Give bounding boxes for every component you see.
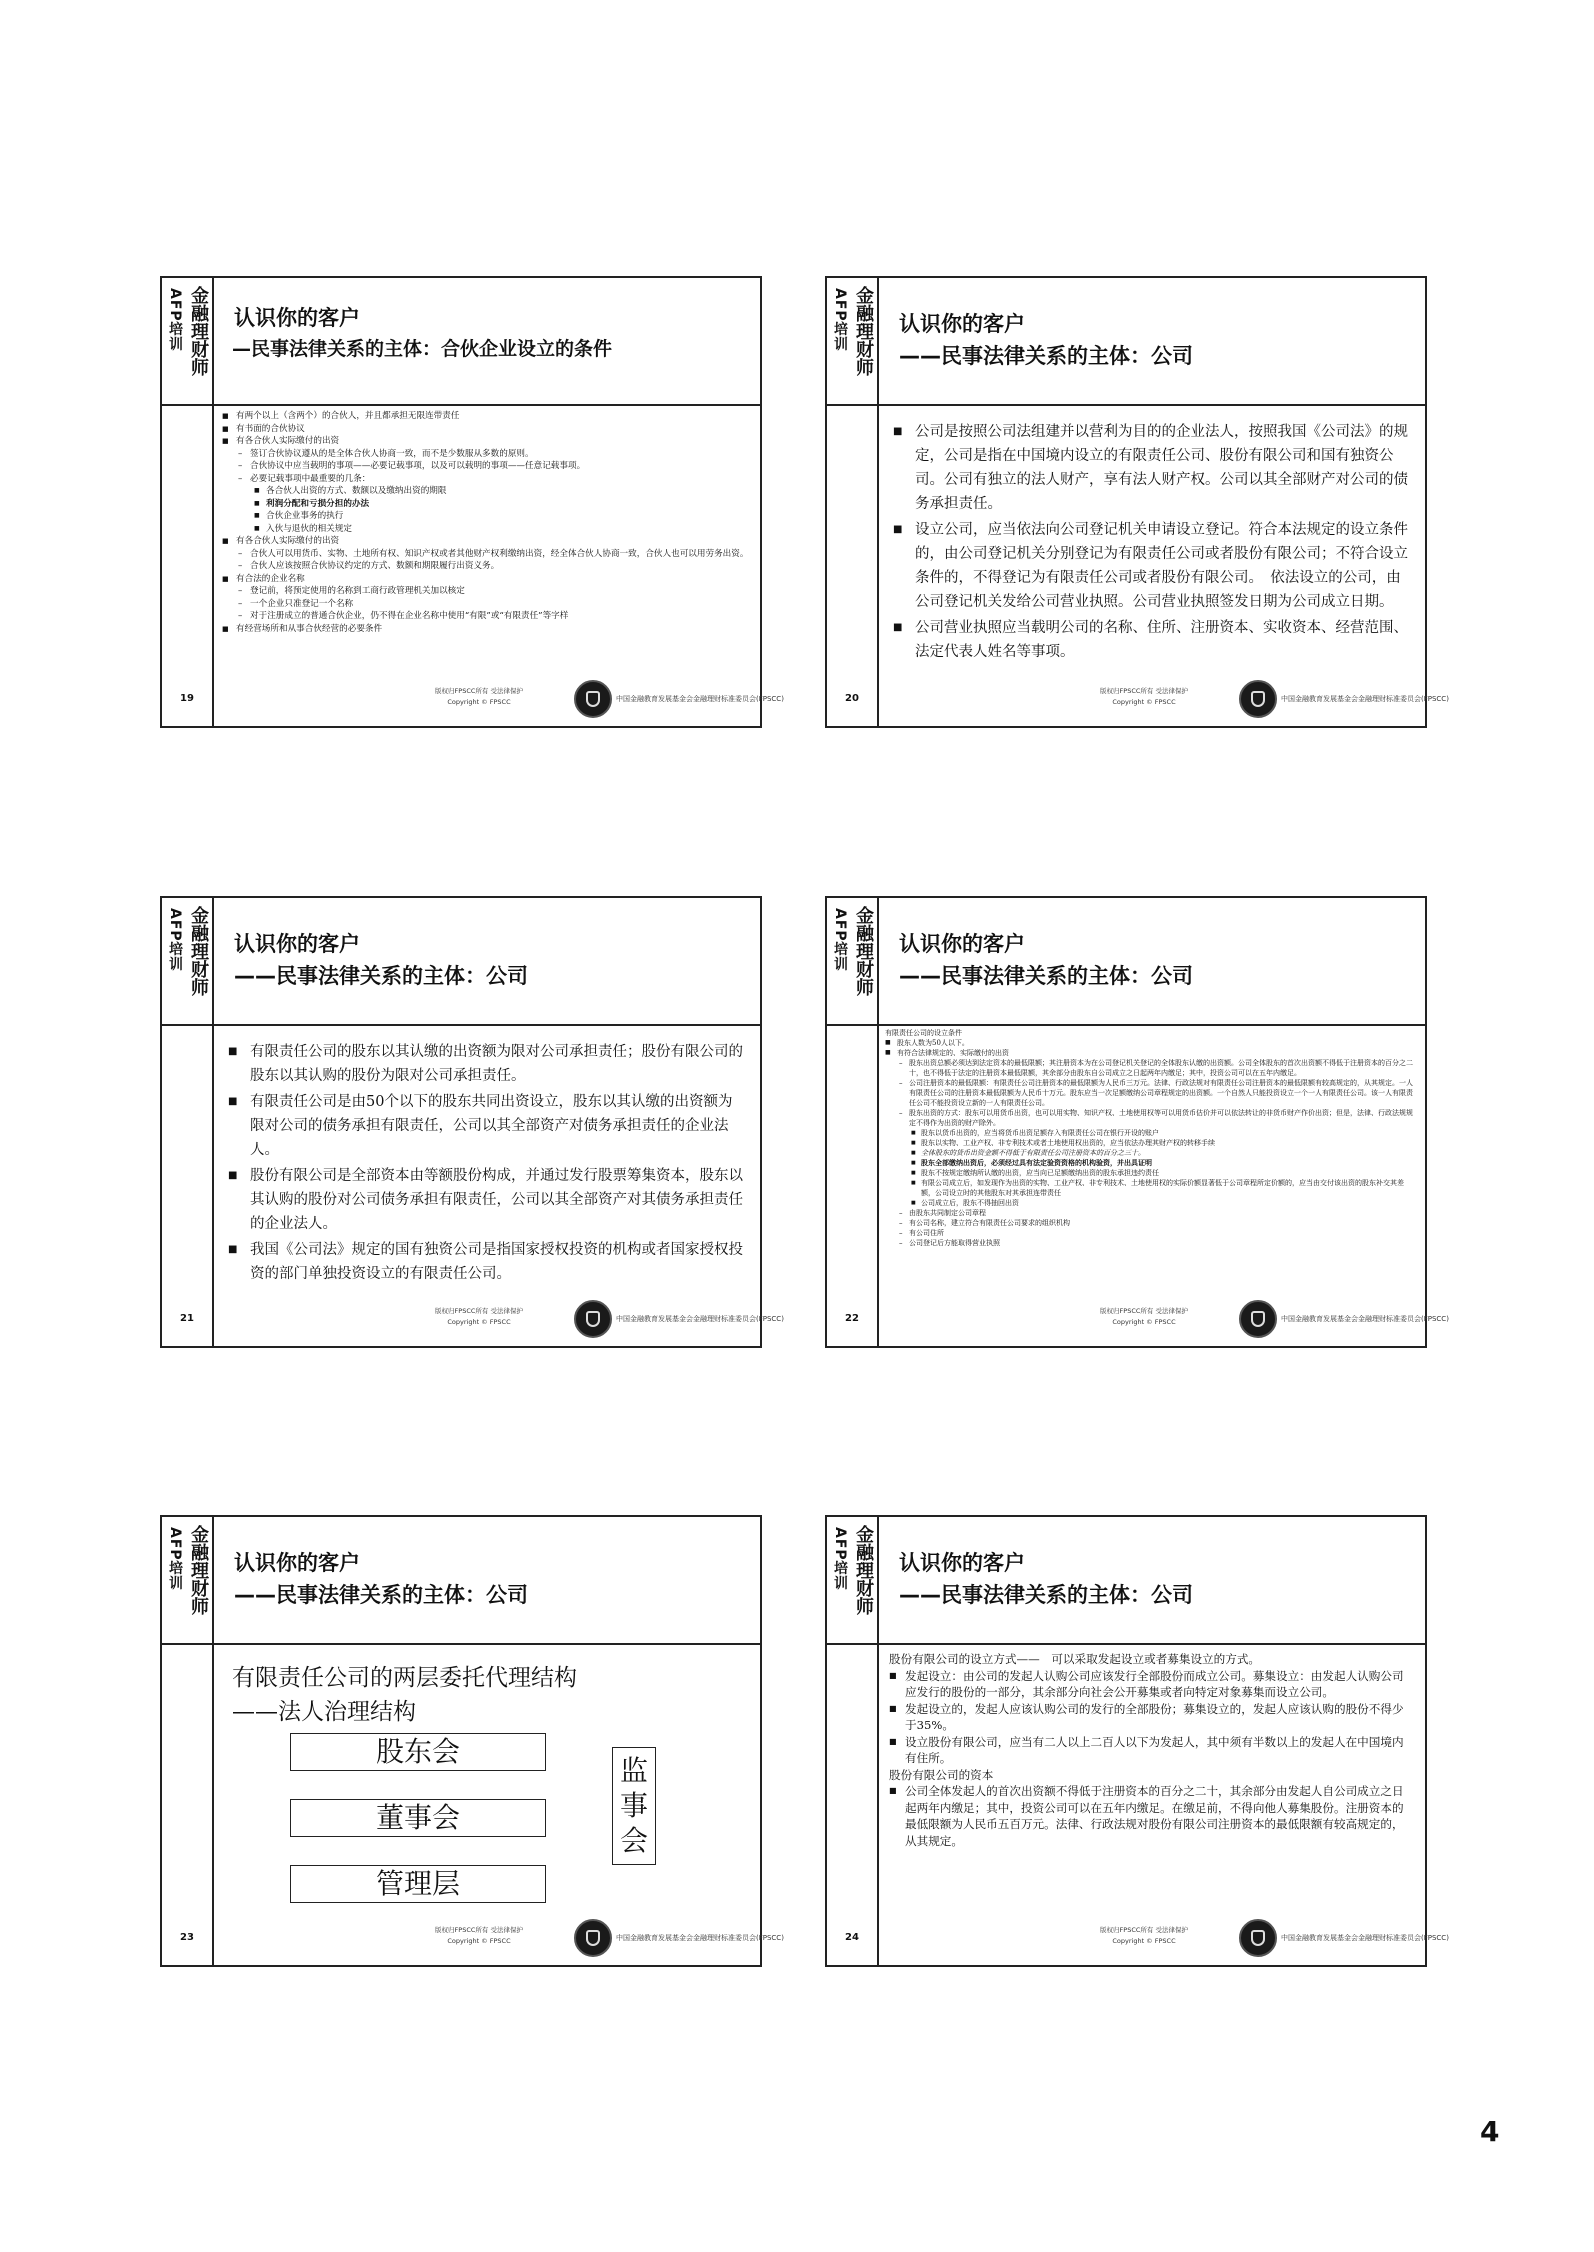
slide-subtitle: ——民事法律关系的主体：公司 xyxy=(899,344,1193,368)
supervisors-label xyxy=(613,1753,655,1858)
list-item: – 股东出资总额必须达到法定资本的最低限额；其注册资本为在公司登记机关登记的全体股东认缴的出资额。公司全体股东的首次出资额不得低于注册资本的百分之二十，也不得低于法定的注册资本最低限额，其余部分由股东自公司成立之日起两年内缴足；其中，投资公司可以在五年内缴足。 xyxy=(885,1058,1417,1078)
brand-block xyxy=(162,278,212,406)
box-supervisors xyxy=(612,1747,656,1865)
list-item: ■ 股东以货币出资的，应当将货币出资足额存入有限责任公司在银行开设的账户 xyxy=(885,1128,1417,1138)
slide-number: 22 xyxy=(845,1313,859,1324)
slide-sidebar xyxy=(162,898,214,1346)
copyright-line: Copyright © FPSCC xyxy=(447,698,511,706)
fpscc-seal-icon xyxy=(574,1919,612,1957)
org-name: 中国金融教育发展基金会金融理财标准委员会(FPSCC) xyxy=(1281,1934,1449,1942)
fpscc-seal-icon xyxy=(1239,1300,1277,1338)
slide-footer xyxy=(214,676,784,726)
list-item: ■ 有两个以上（含两个）的合伙人，并且都承担无限连带责任 xyxy=(222,410,752,423)
slide-sidebar xyxy=(827,898,879,1346)
diagram-subtitle: ——法人治理结构 xyxy=(232,1699,416,1725)
copyright-line: Copyright © FPSCC xyxy=(447,1318,511,1326)
slide-sidebar xyxy=(827,1517,879,1965)
copyright-line: Copyright © FPSCC xyxy=(447,1937,511,1945)
list-item: ■ 我国《公司法》规定的国有独资公司是指国家授权投资的机构或者国家授权投资的部门单独投资设立的有限责任公司。 xyxy=(228,1238,744,1286)
bullet-list xyxy=(893,420,1409,664)
brand-cn: 金融理财师 xyxy=(188,1525,209,1615)
list-item: ■ 股东不按规定缴纳所认缴的出资，应当向已足额缴纳出资的股东承担违约责任 xyxy=(885,1168,1417,1178)
slide-title: 认识你的客户 xyxy=(899,932,1025,956)
brand-en: AFP培训 xyxy=(832,908,848,972)
list-item: ■ 发起设立的，发起人应该认购公司的发行的全部股份；募集设立的，发起人应该认购的股份不得少于35%。 xyxy=(889,1701,1411,1734)
slide-19 xyxy=(160,276,784,728)
bullet-list xyxy=(228,1040,744,1286)
list-item: – 合伙人可以用货币、实物、土地所有权、知识产权或者其他财产权利缴纳出资，经全体合伙人协商一致，合伙人也可以用劳务出资。 xyxy=(222,548,752,561)
copyright-line: Copyright © FPSCC xyxy=(1112,1318,1176,1326)
brand-en: AFP培训 xyxy=(167,908,183,972)
copyright-line: 版权归FPSCC所有 受法律保护 xyxy=(435,687,523,695)
list-item: – 合伙协议中应当载明的事项——必要记载事项，以及可以载明的事项——任意记载事项。 xyxy=(222,460,752,473)
list-item: – 对于注册成立的普通合伙企业，仍不得在企业名称中使用“有限”或“有限责任”等字样 xyxy=(222,610,752,623)
list-item: ■ 股东全部缴纳出资后，必须经过具有法定验资资格的机构验资，并出具证明 xyxy=(885,1158,1417,1168)
list-item: ■ 股东人数为50人以下。 xyxy=(885,1038,1417,1048)
slide-title: 认识你的客户 xyxy=(234,1551,360,1575)
slide-header xyxy=(879,278,1425,406)
brand-cn: 金融理财师 xyxy=(188,286,209,376)
box-shareholders: 股东会 xyxy=(290,1733,546,1771)
brand-block xyxy=(162,1517,212,1645)
slide-number: 24 xyxy=(845,1932,859,1943)
brand-block xyxy=(827,1517,877,1645)
slide-23 xyxy=(160,1515,784,1967)
slide-header xyxy=(214,898,760,1026)
org-name: 中国金融教育发展基金会金融理财标准委员会(FPSCC) xyxy=(1281,695,1449,703)
brand-en: AFP培训 xyxy=(167,288,183,352)
org-name: 中国金融教育发展基金会金融理财标准委员会(FPSCC) xyxy=(616,1315,784,1323)
list-item: ■ 公司是按照公司法组建并以营利为目的的企业法人，按照我国《公司法》的规定，公司是指在中国境内设立的有限责任公司、股份有限公司和国有独资公司。公司有独立的法人财产，享有法人财产权。公司以其全部财产对公司的债务承担责任。 xyxy=(893,420,1409,516)
org-name: 中国金融教育发展基金会金融理财标准委员会(FPSCC) xyxy=(1281,1315,1449,1323)
slide-20 xyxy=(825,276,1449,728)
list-item: ■ 有限公司成立后，如发现作为出资的实物、工业产权、非专利技术、土地使用权的实际价额显著低于公司章程所定价额的，应当由交付该出资的股东补交其差额，公司设立时的其他股东对其承担连带责任 xyxy=(885,1178,1417,1198)
brand-block xyxy=(827,898,877,1026)
list-item: ■ 发起设立：由公司的发起人认购公司应该发行全部股份而成立公司。募集设立：由发起人认购公司应发行的股份的一部分，其余部分向社会公开募集或者向特定对象募集而设立公司。 xyxy=(889,1668,1411,1701)
brand-cn: 金融理财师 xyxy=(853,906,874,996)
list-item: – 签订合伙协议遵从的是全体合伙人协商一致，而不是少数服从多数的原则。 xyxy=(222,448,752,461)
copyright-line: 版权归FPSCC所有 受法律保护 xyxy=(1100,1307,1188,1315)
list-item: ■ 合伙企业事务的执行 xyxy=(222,510,752,523)
brand-cn: 金融理财师 xyxy=(853,286,874,376)
slide-footer xyxy=(214,1915,784,1965)
slide-21 xyxy=(160,896,784,1348)
slide-footer xyxy=(879,676,1449,726)
slide-header xyxy=(879,1517,1425,1645)
slide-number: 23 xyxy=(180,1932,194,1943)
slide-header xyxy=(879,898,1425,1026)
list-item: – 有公司名称，建立符合有限责任公司要求的组织机构 xyxy=(885,1218,1417,1228)
list-item: ■ 股东以实物、工业产权、非专利技术或者土地使用权出资的，应当依法办理其财产权的转移手续 xyxy=(885,1138,1417,1148)
list-item: ■ 有书面的合伙协议 xyxy=(222,423,752,436)
copyright xyxy=(1069,1306,1219,1328)
brand-en: AFP培训 xyxy=(832,288,848,352)
list-item: – 合伙人应该按照合伙协议约定的方式、数额和期限履行出资义务。 xyxy=(222,560,752,573)
slide-title: 认识你的客户 xyxy=(899,1551,1025,1575)
slide-number: 20 xyxy=(845,693,859,704)
box-board: 董事会 xyxy=(290,1799,546,1837)
slide-sidebar xyxy=(162,278,214,726)
fpscc-seal-icon xyxy=(1239,680,1277,718)
list-item: ■ 公司营业执照应当载明公司的名称、住所、注册资本、实收资本、经营范围、法定代表人姓名等事项。 xyxy=(893,616,1409,664)
list-item: – 登记前，将预定使用的名称到工商行政管理机关加以核定 xyxy=(222,585,752,598)
list-item: ■ 股份有限公司是全部资本由等额股份构成，并通过发行股票筹集资本，股东以其认购的股份对公司债务承担有限责任，公司以其全部资产对其债务承担责任的企业法人。 xyxy=(228,1164,744,1236)
copyright-line: Copyright © FPSCC xyxy=(1112,698,1176,706)
page-number: 4 xyxy=(1480,2115,1500,2148)
list-item: ■ 设立股份有限公司，应当有二人以上二百人以下为发起人，其中须有半数以上的发起人在中国境内有住所。 xyxy=(889,1734,1411,1767)
list-item: ■ 有各合伙人实际缴付的出资 xyxy=(222,435,752,448)
slide-header xyxy=(214,1517,760,1645)
supervisors-char: 监 xyxy=(619,1754,648,1787)
org-name: 中国金融教育发展基金会金融理财标准委员会(FPSCC) xyxy=(616,1934,784,1942)
list-item: ■ 设立公司，应当依法向公司登记机关申请设立登记。符合本法规定的设立条件的，由公司登记机关分别登记为有限责任公司或者股份有限公司；不符合设立条件的，不得登记为有限责任公司或者股份有限公司。 依法设立的公司，由公司登记机关发给公司营业执照。公司营业执照签发日期为公司成立日期。 xyxy=(893,518,1409,614)
list-item: – 公司登记后方能取得营业执照 xyxy=(885,1238,1417,1248)
list-item: ■ 有各合伙人实际缴付的出资 xyxy=(222,535,752,548)
list-heading: 有限责任公司的设立条件 xyxy=(885,1029,962,1037)
slide-subtitle: —民事法律关系的主体：合伙企业设立的条件 xyxy=(232,338,613,360)
list-item: ■ 公司全体发起人的首次出资额不得低于注册资本的百分之二十，其余部分由发起人自公司成立之日起两年内缴足；其中，投资公司可以在五年内缴足。在缴足前，不得向他人募集股份。注册资本的最低限额为人民币五百万元。法律、行政法规对股份有限公司注册资本的最低限额有较高规定的，从其规定。 xyxy=(889,1783,1411,1849)
list-item: – 必要记载事项中最重要的几条： xyxy=(222,473,752,486)
slide-subtitle: ——民事法律关系的主体：公司 xyxy=(899,1583,1193,1607)
copyright-line: 版权归FPSCC所有 受法律保护 xyxy=(435,1926,523,1934)
slide-subtitle: ——民事法律关系的主体：公司 xyxy=(234,1583,528,1607)
copyright-line: 版权归FPSCC所有 受法律保护 xyxy=(435,1307,523,1315)
brand-cn: 金融理财师 xyxy=(188,906,209,996)
slide-number: 19 xyxy=(180,693,194,704)
fpscc-seal-icon xyxy=(574,1300,612,1338)
slide-number: 21 xyxy=(180,1313,194,1324)
list-item: ■ 有经营场所和从事合伙经营的必要条件 xyxy=(222,623,752,636)
brand-en: AFP培训 xyxy=(832,1527,848,1591)
fpscc-seal-icon xyxy=(574,680,612,718)
slide-content xyxy=(889,1651,1411,1905)
list-item: – 由股东共同制定公司章程 xyxy=(885,1208,1417,1218)
list-heading: 股份有限公司的资本 xyxy=(889,1767,994,1782)
list-item: ■ 利润分配和亏损分担的办法 xyxy=(222,498,752,511)
slide-title: 认识你的客户 xyxy=(234,306,360,330)
supervisors-char: 会 xyxy=(619,1824,648,1857)
list-item: ■ 有合法的企业名称 xyxy=(222,573,752,586)
slide-subtitle: ——民事法律关系的主体：公司 xyxy=(899,964,1193,988)
fpscc-seal-icon xyxy=(1239,1919,1277,1957)
slide-content xyxy=(222,410,752,666)
list-item: – 一个企业只准登记一个名称 xyxy=(222,598,752,611)
slide-footer xyxy=(879,1296,1449,1346)
list-item: – 股东出资的方式：股东可以用货币出资，也可以用实物、知识产权、土地使用权等可以用货币估价并可以依法转让的非货币财产作价出资；但是，法律、行政法规规定不得作为出资的财产除外。 xyxy=(885,1108,1417,1128)
copyright xyxy=(404,1306,554,1328)
slide-header xyxy=(214,278,760,406)
list-item: ■ 有限责任公司是由50个以下的股东共同出资设立，股东以其认缴的出资额为限对公司的债务承担有限责任，公司以其全部资产对债务承担责任的企业法人。 xyxy=(228,1090,744,1162)
box-management: 管理层 xyxy=(290,1865,546,1903)
list-heading: 股份有限公司的设立方式—— 可以采取发起设立或者募集设立的方式。 xyxy=(889,1652,1261,1666)
copyright-line: Copyright © FPSCC xyxy=(1112,1937,1176,1945)
slide-24 xyxy=(825,1515,1449,1967)
copyright-line: 版权归FPSCC所有 受法律保护 xyxy=(1100,687,1188,695)
slide-title: 认识你的客户 xyxy=(899,312,1025,336)
brand-block xyxy=(162,898,212,1026)
org-name: 中国金融教育发展基金会金融理财标准委员会(FPSCC) xyxy=(616,695,784,703)
slide-content xyxy=(885,1028,1417,1294)
slide-footer xyxy=(214,1296,784,1346)
slide-22 xyxy=(825,896,1449,1348)
diagram-title: 有限责任公司的两层委托代理结构 xyxy=(232,1665,577,1691)
copyright xyxy=(404,1925,554,1947)
slide-sidebar xyxy=(162,1517,214,1965)
list-item: ■ 入伙与退伙的相关规定 xyxy=(222,523,752,536)
list-item: ■ 各合伙人出资的方式、数额以及缴纳出资的期限 xyxy=(222,485,752,498)
slide-content xyxy=(228,1040,744,1286)
slide-title: 认识你的客户 xyxy=(234,932,360,956)
copyright-line: 版权归FPSCC所有 受法律保护 xyxy=(1100,1926,1188,1934)
slide-subtitle: ——民事法律关系的主体：公司 xyxy=(234,964,528,988)
list-item: ■ 公司成立后，股东不得抽回出资 xyxy=(885,1198,1417,1208)
list-item: – 有公司住所 xyxy=(885,1228,1417,1238)
brand-block xyxy=(827,278,877,406)
slide-footer xyxy=(879,1915,1449,1965)
copyright xyxy=(1069,686,1219,708)
slide-sidebar xyxy=(827,278,879,726)
copyright xyxy=(1069,1925,1219,1947)
brand-en: AFP培训 xyxy=(167,1527,183,1591)
list-item: ■ 有限责任公司的股东以其认缴的出资额为限对公司承担责任；股份有限公司的股东以其认购的股份为限对公司承担责任。 xyxy=(228,1040,744,1088)
list-item: ■ 有符合法律规定的、实际缴付的出资 xyxy=(885,1048,1417,1058)
brand-cn: 金融理财师 xyxy=(853,1525,874,1615)
list-item: – 公司注册资本的最低限额：有限责任公司注册资本的最低限额为人民币三万元。法律、行政法规对有限责任公司注册资本的最低限额有较高规定的，从其规定。一人有限责任公司的注册资本最低限额为人民币十万元。股东应当一次足额缴纳公司章程规定的出资额。一个自然人只能投资设立一个一人有限责任公司。该一人有限责任公司不能投资设立新的一人有限责任公司。 xyxy=(885,1078,1417,1108)
list-item: ■ 全体股东的货币出资金额不得低于有限责任公司注册资本的百分之三十。 xyxy=(885,1148,1417,1158)
supervisors-char: 事 xyxy=(619,1789,648,1822)
slide-content xyxy=(893,420,1409,666)
copyright xyxy=(404,686,554,708)
